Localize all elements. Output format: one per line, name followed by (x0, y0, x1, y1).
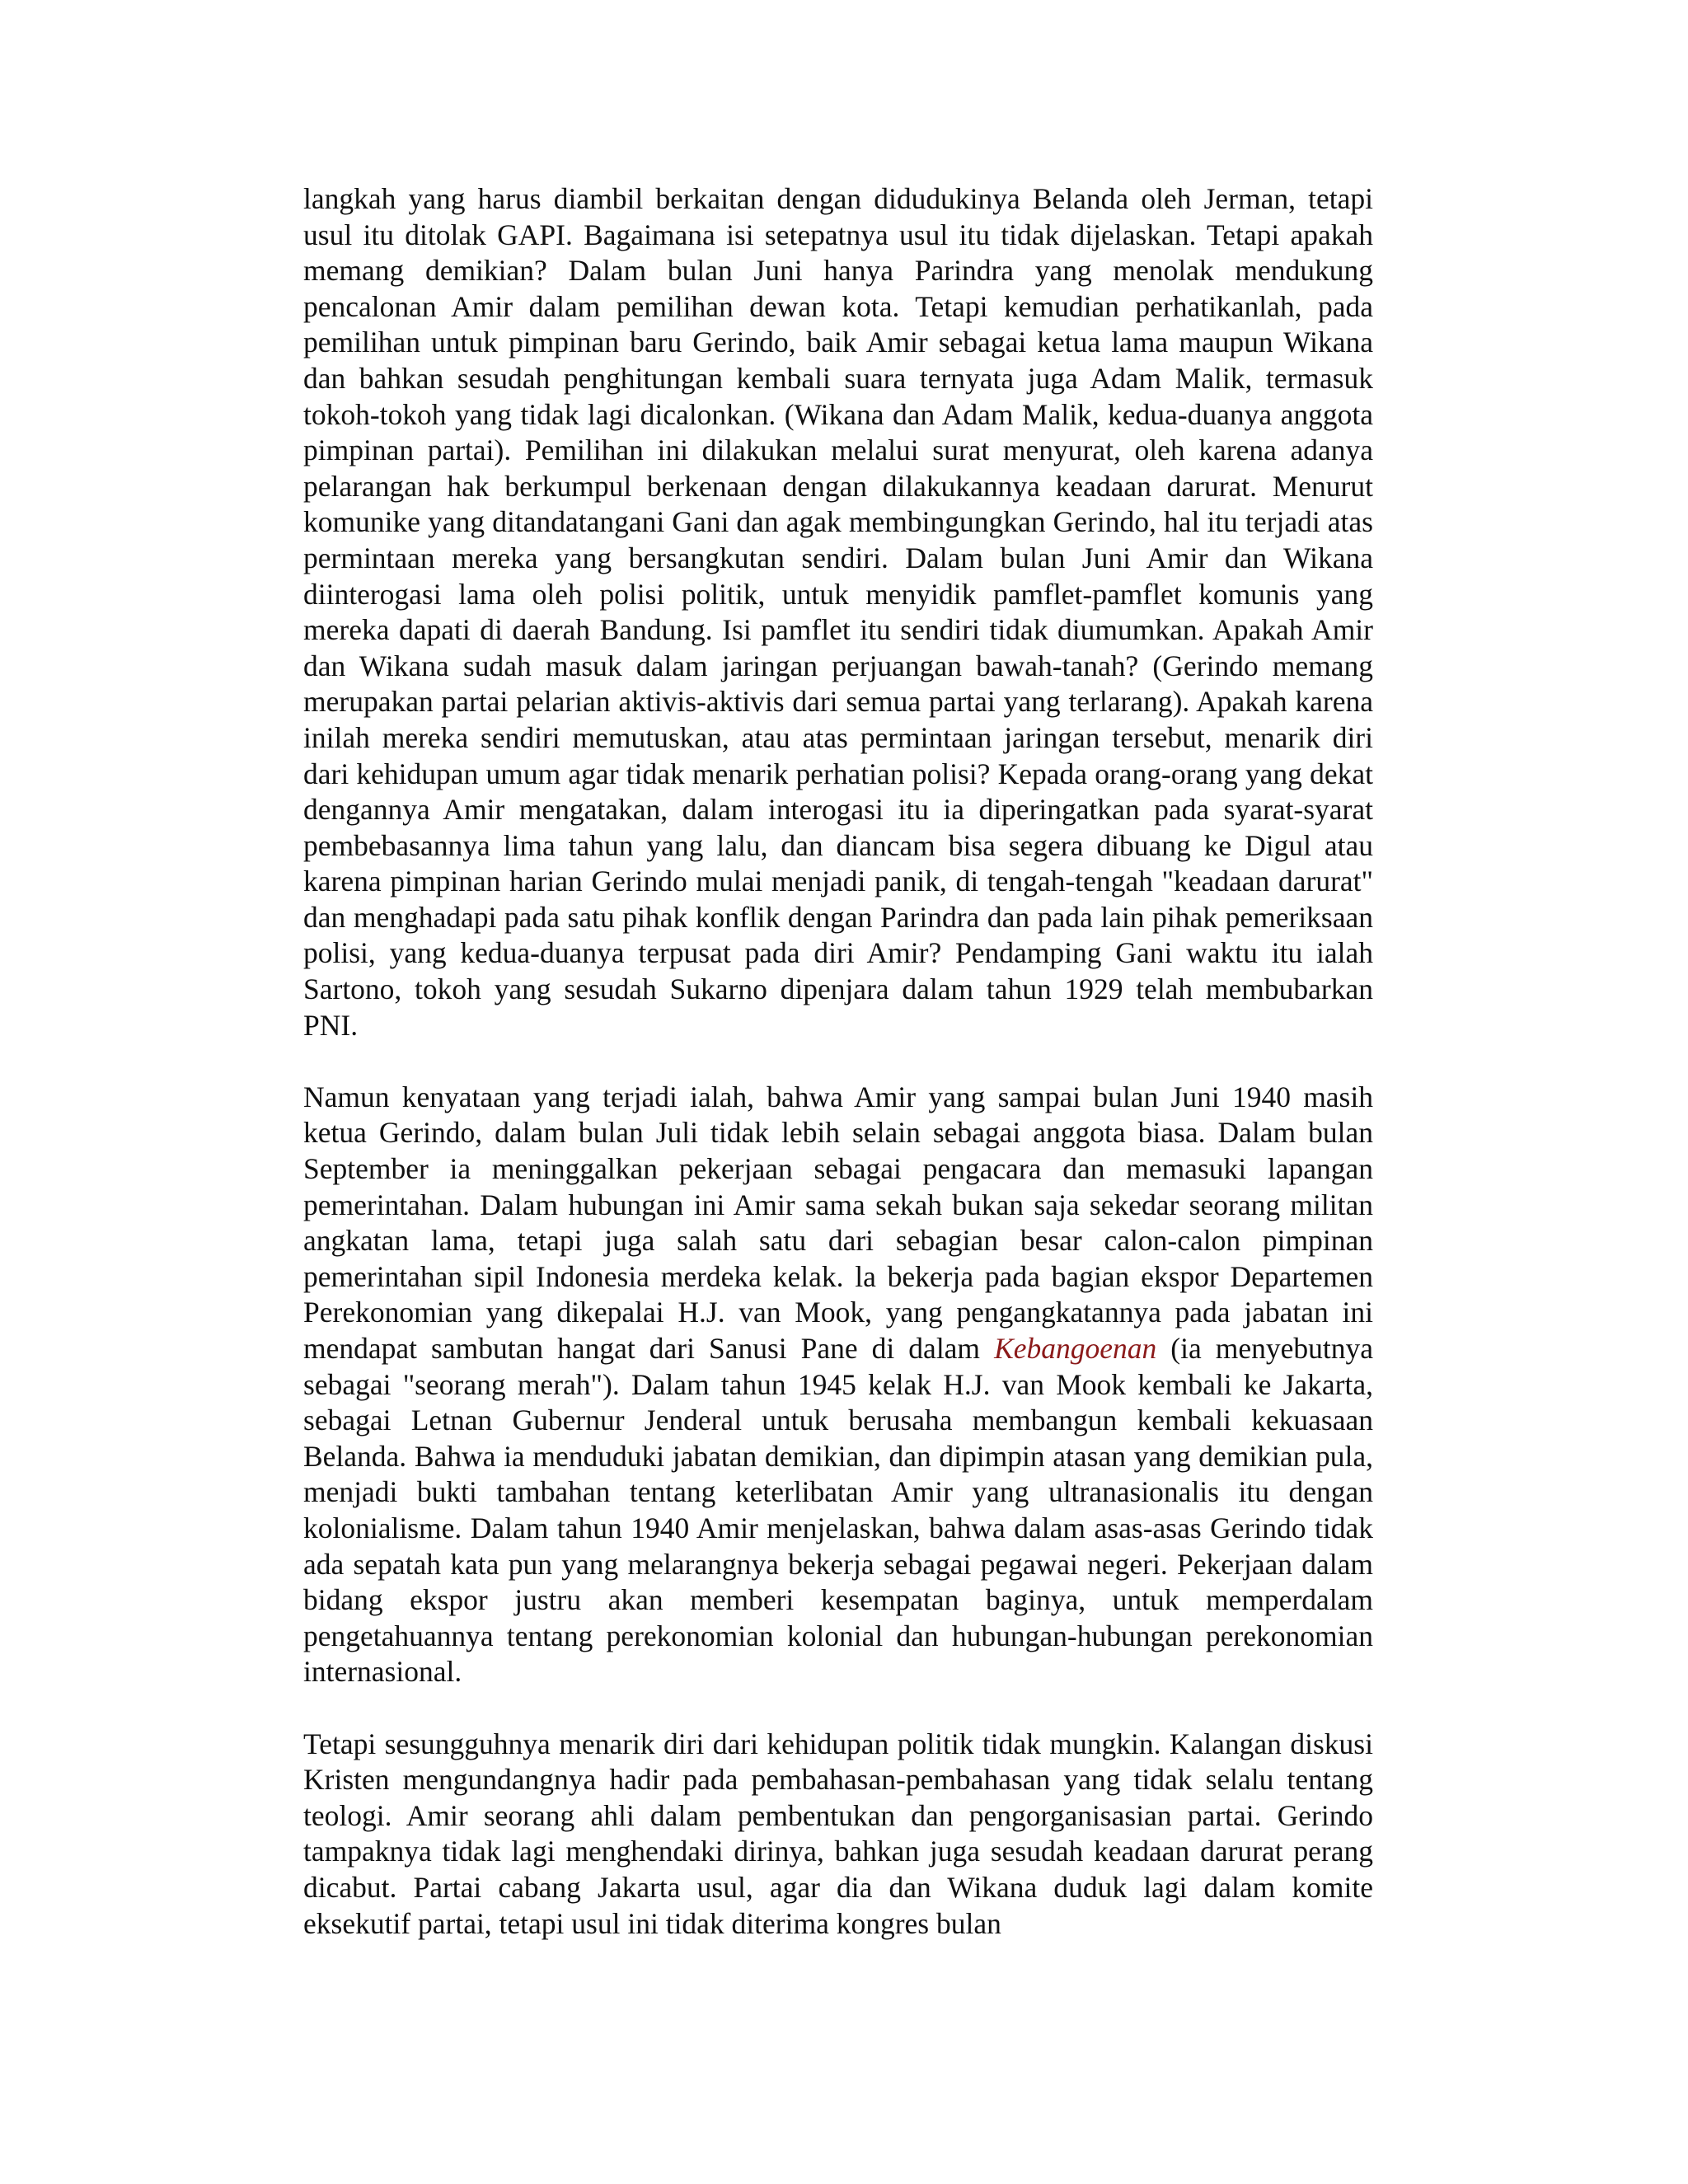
paragraph-2-text-end: (ia menyebutnya sebagai "seorang merah"). Dalam tahun 1945 kelak H.J. van Mook kembali ke Jakarta, sebagai Letnan Gubernur Jenderal untuk berusaha membangun kembali kekuasaan Belanda. Bahwa ia menduduki jabatan demikian, dan dipimpin atasan yang demikian pula, menjadi bukti tambahan tentang keterlibatan Amir yang ultranasionalis itu dengan kolonialisme. Dalam tahun 1940 Amir menjelaskan, bahwa dalam asas-asas Gerindo tidak ada sepatah kata pun yang melarangnya bekerja sebagai pegawai negeri. Pekerjaan dalam bidang ekspor justru akan memberi kesempatan baginya, untuk memperdalam pengetahuannya tentang perekonomian kolonial dan hubungan-hubungan perekonomian internasional. (303, 1332, 1374, 1689)
paragraph-2-text-start: Namun kenyataan yang terjadi ialah, bahwa Amir yang sampai bulan Juni 1940 masih ketua Gerindo, dalam bulan Juli tidak lebih selain sebagai anggota biasa. Dalam bulan September ia meninggalkan pekerjaan sebagai pengacara dan memasuki lapangan pemerintahan. Dalam hubungan ini Amir sama sekah bukan saja sekedar seorang militan angkatan lama, tetapi juga salah satu dari sebagian besar calon-calon pimpinan pemerintahan sipil Indonesia merdeka kelak. la bekerja pada bagian ekspor Departemen Perekonomian yang dikepalai H.J. van Mook, yang pengangkatannya pada jabatan ini mendapat sambutan hangat dari Sanusi Pane di dalam (303, 1080, 1373, 1365)
document-body (303, 181, 1373, 1942)
kebangoenan-title: Kebangoenan (994, 1332, 1157, 1365)
paragraph-3: Tetapi sesungguhnya menarik diri dari kehidupan politik tidak mungkin. Kalangan diskusi Kristen mengundangnya hadir pada pembahasan-pembahasan yang tidak selalu tentang teologi. Amir seorang ahli dalam pembentukan dan pengorganisasian partai. Gerindo tampaknya tidak lagi menghendaki dirinya, bahkan juga sesudah keadaan darurat perang dicabut. Partai cabang Jakarta usul, agar dia dan Wikana duduk lagi dalam komite eksekutif partai, tetapi usul ini tidak diterima kongres bulan (303, 1727, 1373, 1940)
paragraph-1: langkah yang harus diambil berkaitan dengan didudukinya Belanda oleh Jerman, tetapi usul itu ditolak GAPI. Bagaimana isi setepatnya usul itu tidak dijelaskan. Tetapi apakah memang demikian? Dalam bulan Juni hanya Parindra yang menolak mendukung pencalonan Amir dalam pemilihan dewan kota. Tetapi kemudian perhatikanlah, pada pemilihan untuk pimpinan baru Gerindo, baik Amir sebagai ketua lama maupun Wikana dan bahkan sesudah penghitungan kembali suara ternyata juga Adam Malik, termasuk tokoh-tokoh yang tidak lagi dicalonkan. (Wikana dan Adam Malik, kedua-duanya anggota pimpinan partai). Pemilihan ini dilakukan melalui surat menyurat, oleh karena adanya pelarangan hak berkumpul berkenaan dengan dilakukannya keadaan darurat. Menurut komunike yang ditandatangani Gani dan agak membingungkan Gerindo, hal itu terjadi atas permintaan mereka yang bersangkutan sendiri. Dalam bulan Juni Amir dan Wikana diinterogasi lama oleh polisi politik, untuk menyidik pamflet-pamflet komunis yang mereka dapati di daerah Bandung. Isi pamflet itu sendiri tidak diumumkan. Apakah Amir dan Wikana sudah masuk dalam jaringan perjuangan bawah-tanah? (Gerindo memang merupakan partai pelarian aktivis-aktivis dari semua partai yang terlarang). Apakah karena inilah mereka sendiri memutuskan, atau atas permintaan jaringan tersebut, menarik diri dari kehidupan umum agar tidak menarik perhatian polisi? Kepada orang-orang yang dekat dengannya Amir mengatakan, dalam interogasi itu ia diperingatkan pada syarat-syarat pembebasannya lima tahun yang lalu, dan diancam bisa segera dibuang ke Digul atau karena pimpinan harian Gerindo mulai menjadi panik, di tengah-tengah "keadaan darurat" dan menghadapi pada satu pihak konflik dengan Parindra dan pada lain pihak pemeriksaan polisi, yang kedua-duanya terpusat pada diri Amir? Pendamping Gani waktu itu ialah Sartono, tokoh yang sesudah Sukarno dipenjara dalam tahun 1929 telah membubarkan PNI. (303, 182, 1373, 1042)
paragraph-2 (303, 1080, 1373, 1690)
